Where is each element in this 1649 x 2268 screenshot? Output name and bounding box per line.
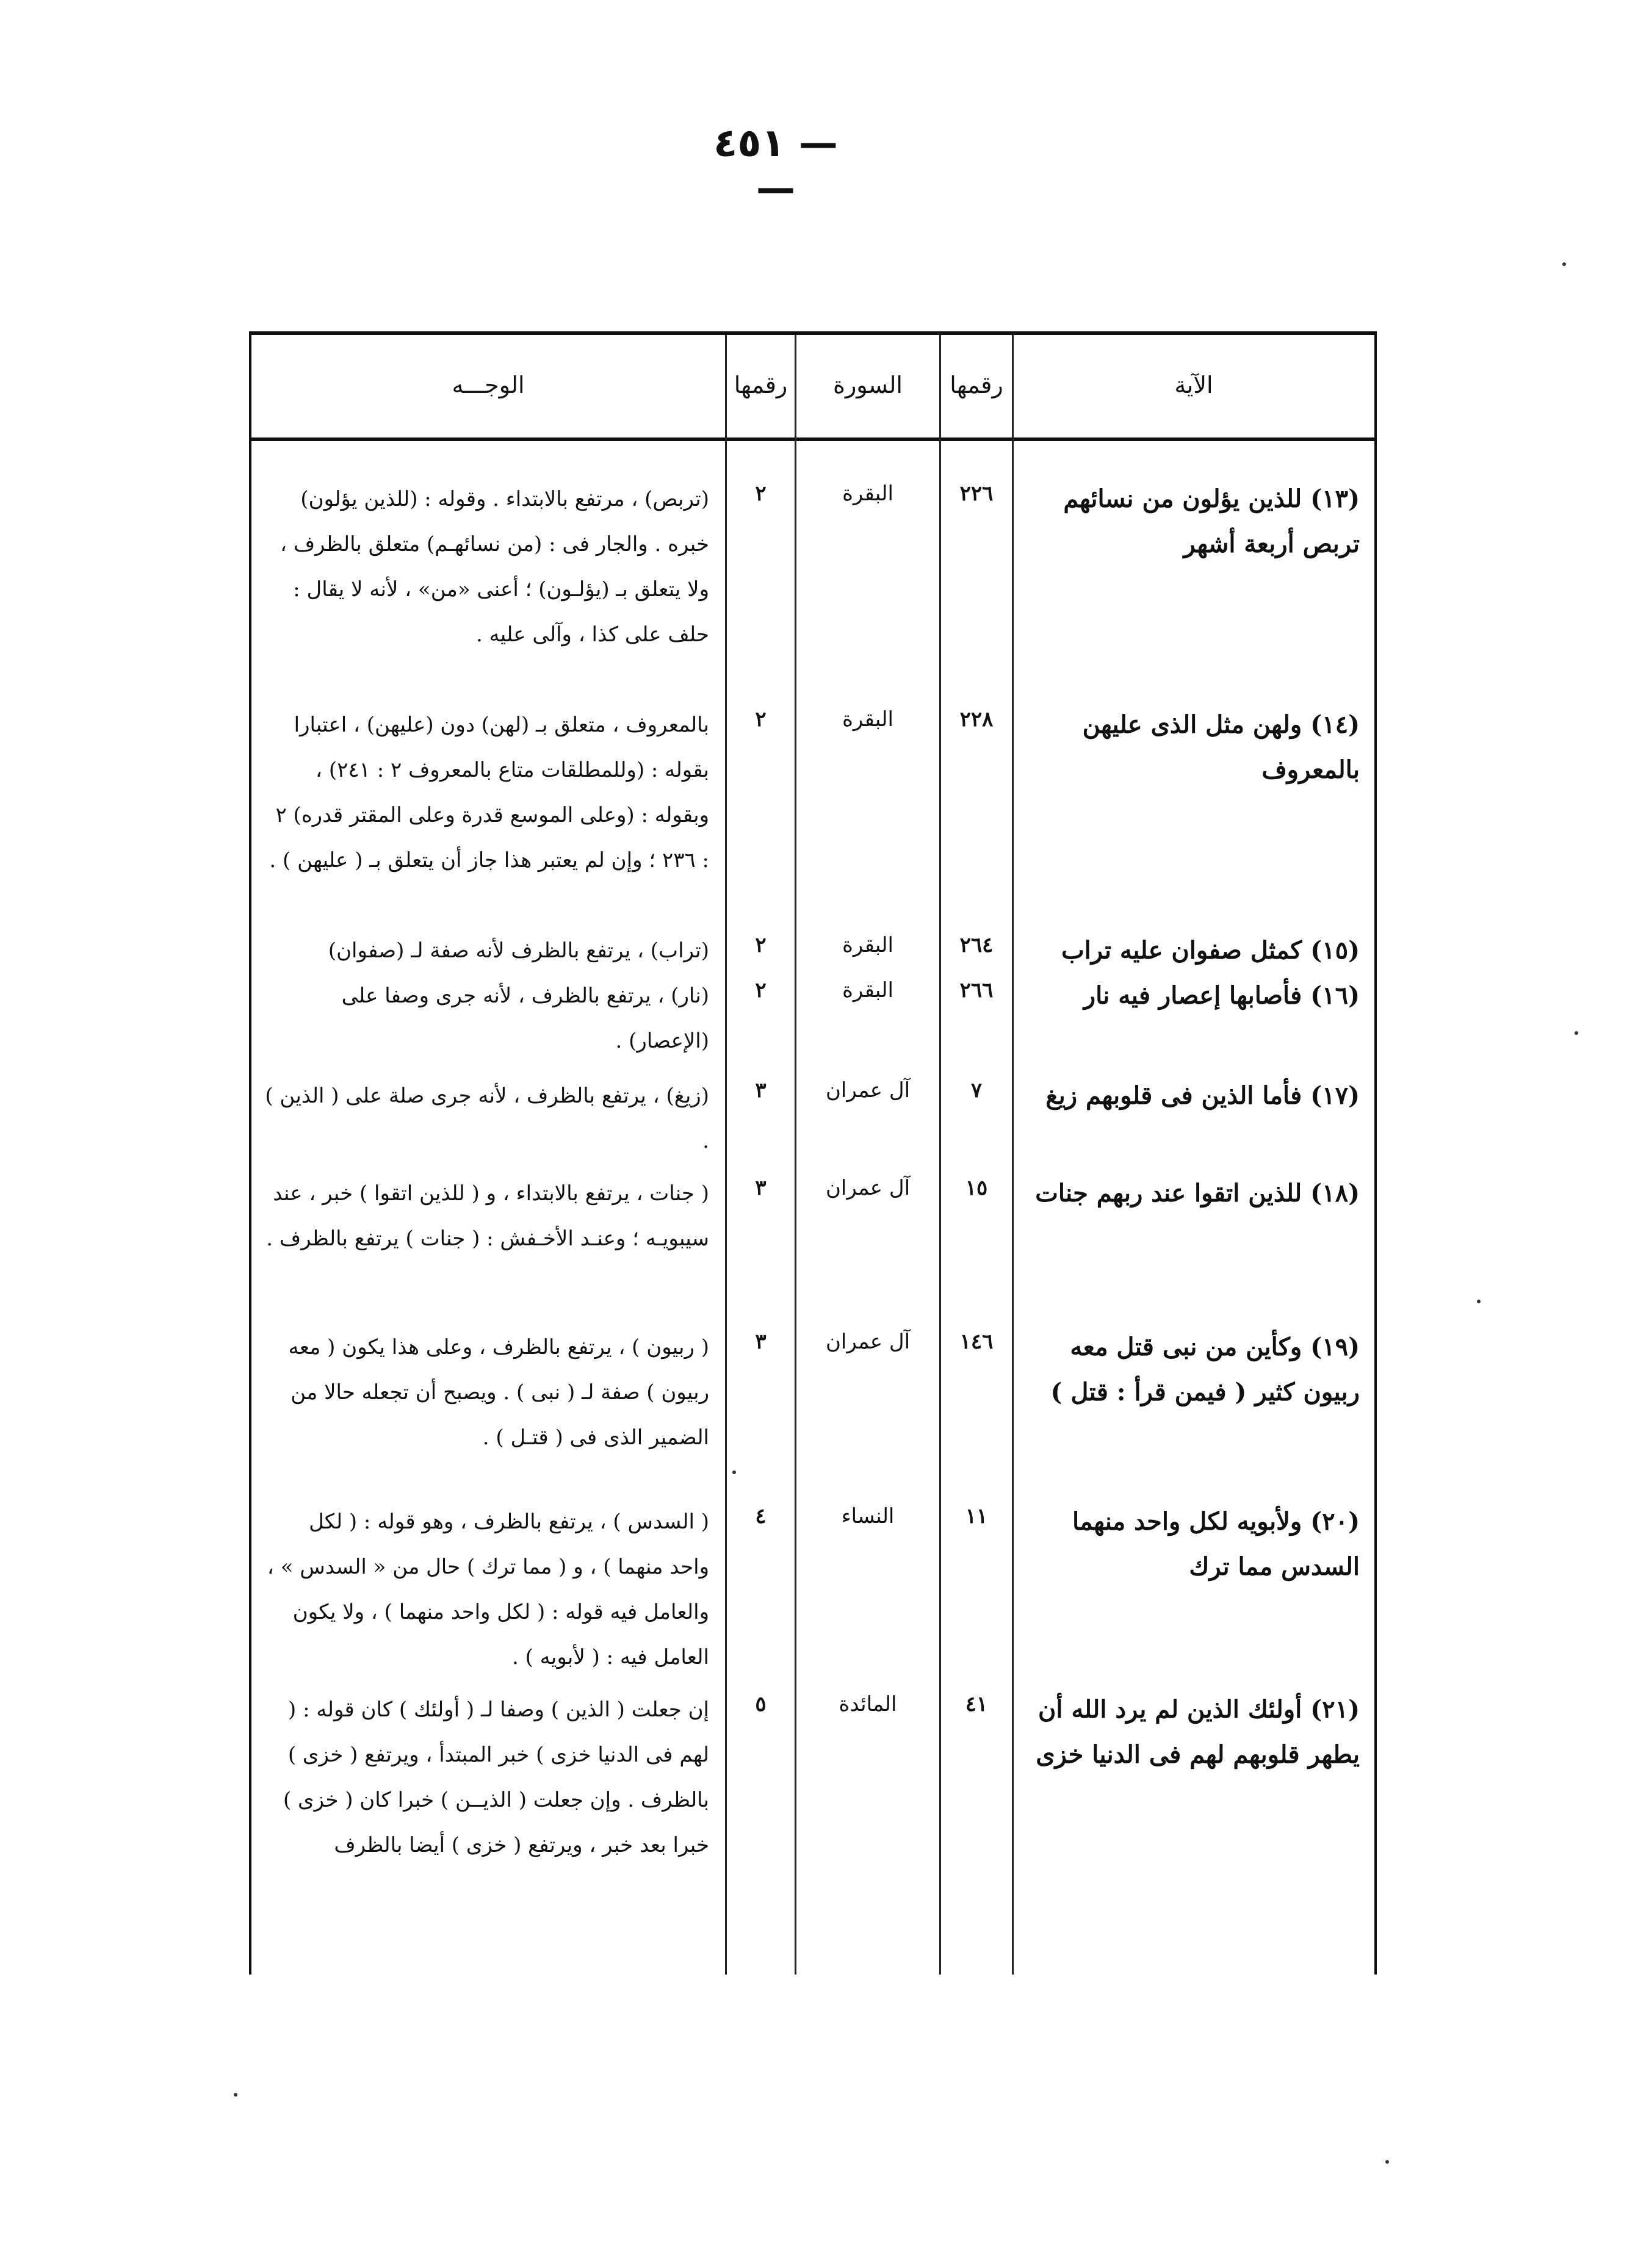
row-21-verse-number: ٤١ xyxy=(965,1692,988,1716)
row-16-surah: البقرة xyxy=(842,978,893,1003)
row-14-verse: (١٤) ولهن مثل الذى عليهن بالمعروف xyxy=(1082,710,1360,784)
row-21-explanation: إن جعلت ( الذين ) وصفا لـ ( أولئك ) كان قوله : ( لهم فى الدنيا خزى ) خبر المبتدأ ، ويرتفع ( خزى ) بالظرف . وإن جعلت ( الذيــن ) خبرا كان ( خزى ) خبرا بعد خبر ، ويرتفع ( خزى ) أيضا بالظرف xyxy=(283,1697,709,1857)
scan-speck xyxy=(1575,1031,1578,1035)
scan-speck xyxy=(1562,262,1566,266)
header-surah-number: رقمها xyxy=(734,372,788,398)
row-18-explanation: ( جنات ، يرتفع بالابتداء ، و ( للذين اتقوا ) خبر ، عند سيبويـه ؛ وعنـد الأخـفش : ( جنات ) يرتفع بالظرف . xyxy=(266,1181,709,1251)
row-17-explanation: (زيغ) ، يرتفع بالظرف ، لأنه جرى صلة على ( الذين ) . xyxy=(265,1084,709,1153)
header-rule xyxy=(251,437,1374,441)
row-14-verse-number: ٢٢٨ xyxy=(959,707,994,732)
row-15-explanation: (تراب) ، يرتفع بالظرف لأنه صفة لـ (صفوان) xyxy=(328,938,709,963)
row-18-surah-number: ٣ xyxy=(755,1176,767,1200)
row-16-explanation: (نار) ، يرتفع بالظرف ، لأنه جرى وصفا على (الإعصار) . xyxy=(341,984,709,1053)
row-20-verse-number: ١١ xyxy=(965,1504,988,1528)
row-13-verse-number: ٢٢٦ xyxy=(959,481,994,506)
row-19-verse: (١٩) وكأين من نبى قتل معه ربيون كثير ( فيمن قرأ : قتل ) xyxy=(1050,1333,1360,1406)
header-verse: الآية xyxy=(1174,372,1213,398)
row-21-surah-number: ٥ xyxy=(755,1692,767,1716)
row-15-surah: البقرة xyxy=(842,933,893,957)
row-21-surah: المائدة xyxy=(839,1692,897,1716)
row-18-verse: (١٨) للذين اتقوا عند ربهم جنات xyxy=(1035,1179,1360,1208)
row-17-verse-number: ٧ xyxy=(970,1078,983,1103)
row-19-surah: آل عمران xyxy=(825,1330,911,1354)
row-16-verse-number: ٢٦٦ xyxy=(959,978,994,1003)
row-17-verse: (١٧) فأما الذين فى قلوبهم زيغ xyxy=(1045,1081,1360,1110)
scan-speck xyxy=(1477,1300,1481,1303)
row-14-explanation: بالمعروف ، متعلق بـ (لهن) دون (عليهن) ، اعتبارا بقوله : (وللمطلقات متاع بالمعروف ٢ : ٢٤١) ، وبقوله : (وعلى الموسع قدرة وعلى المقتر قدره) ٢ : ٢٣٦ ؛ وإن لم يعتبر هذا جاز أن يتعلق بـ ( عليهن ) . xyxy=(269,713,709,873)
row-17-surah-number: ٣ xyxy=(755,1078,767,1103)
row-14-surah-number: ٢ xyxy=(755,707,767,732)
row-20-surah: النساء xyxy=(841,1504,895,1528)
row-13-verse: (١٣) للذين يؤلون من نسائهم تربص أربعة أشهر xyxy=(1063,484,1360,558)
row-13-surah: البقرة xyxy=(842,481,893,506)
row-20-surah-number: ٤ xyxy=(755,1504,767,1528)
row-16-verse: (١٦) فأصابها إعصار فيه نار xyxy=(1083,981,1360,1010)
row-19-explanation: ( ربيون ) ، يرتفع بالظرف ، وعلى هذا يكون ( معه ربيون ) صفة لـ ( نبى ) . ويصبح أن تجعله حالا من الضمير الذى فى ( قتـل ) . xyxy=(288,1335,709,1450)
column-divider xyxy=(1012,335,1014,1975)
page-number: — ٤٥١ — xyxy=(713,121,838,211)
row-18-surah: آل عمران xyxy=(825,1176,911,1200)
row-21-verse: (٢١) أولئك الذين لم يرد الله أن يطهر قلوبهم لهم فى الدنيا خزى xyxy=(1036,1695,1360,1769)
column-divider xyxy=(725,335,727,1975)
header-verse-number: رقمها xyxy=(950,372,1003,398)
row-20-verse: (٢٠) ولأبويه لكل واحد منهما السدس مما ترك xyxy=(1072,1507,1360,1581)
row-15-verse: (١٥) كمثل صفوان عليه تراب xyxy=(1061,936,1360,965)
row-19-surah-number: ٣ xyxy=(755,1330,767,1354)
header-explanation: الوجـــه xyxy=(452,372,525,398)
verses-table xyxy=(249,331,1377,1975)
row-20-explanation: ( السدس ) ، يرتفع بالظرف ، وهو قوله : ( لكل واحد منهما ) ، و ( مما ترك ) حال من « السدس » ، والعامل فيه قوله : ( لكل واحد منهما ) ، ولا يكون العامل فيه : ( لأبويه ) . xyxy=(267,1510,709,1669)
row-18-verse-number: ١٥ xyxy=(965,1176,988,1200)
column-divider xyxy=(939,335,941,1975)
row-13-surah-number: ٢ xyxy=(755,481,767,506)
row-16-surah-number: ٢ xyxy=(755,978,767,1003)
scan-speck xyxy=(1385,2160,1389,2164)
row-19-verse-number: ١٤٦ xyxy=(959,1330,994,1354)
row-14-surah: البقرة xyxy=(842,707,893,732)
row-13-explanation: (تربص) ، مرتفع بالابتداء . وقوله : (للذين يؤلون) خبره . والجار فى : (من نسائهـم) متعلق بالظرف ، ولا يتعلق بـ (يؤلـون) ؛ أعنى «من» ، لأنه لا يقال : حلف على كذا ، وآلى عليه . xyxy=(280,487,709,647)
row-17-surah: آل عمران xyxy=(825,1078,911,1103)
header-surah: السورة xyxy=(833,372,903,398)
scan-speck xyxy=(732,1471,736,1474)
row-15-verse-number: ٢٦٤ xyxy=(959,933,994,957)
scan-speck xyxy=(234,2093,237,2097)
row-15-surah-number: ٢ xyxy=(755,933,767,957)
column-divider xyxy=(795,335,796,1975)
